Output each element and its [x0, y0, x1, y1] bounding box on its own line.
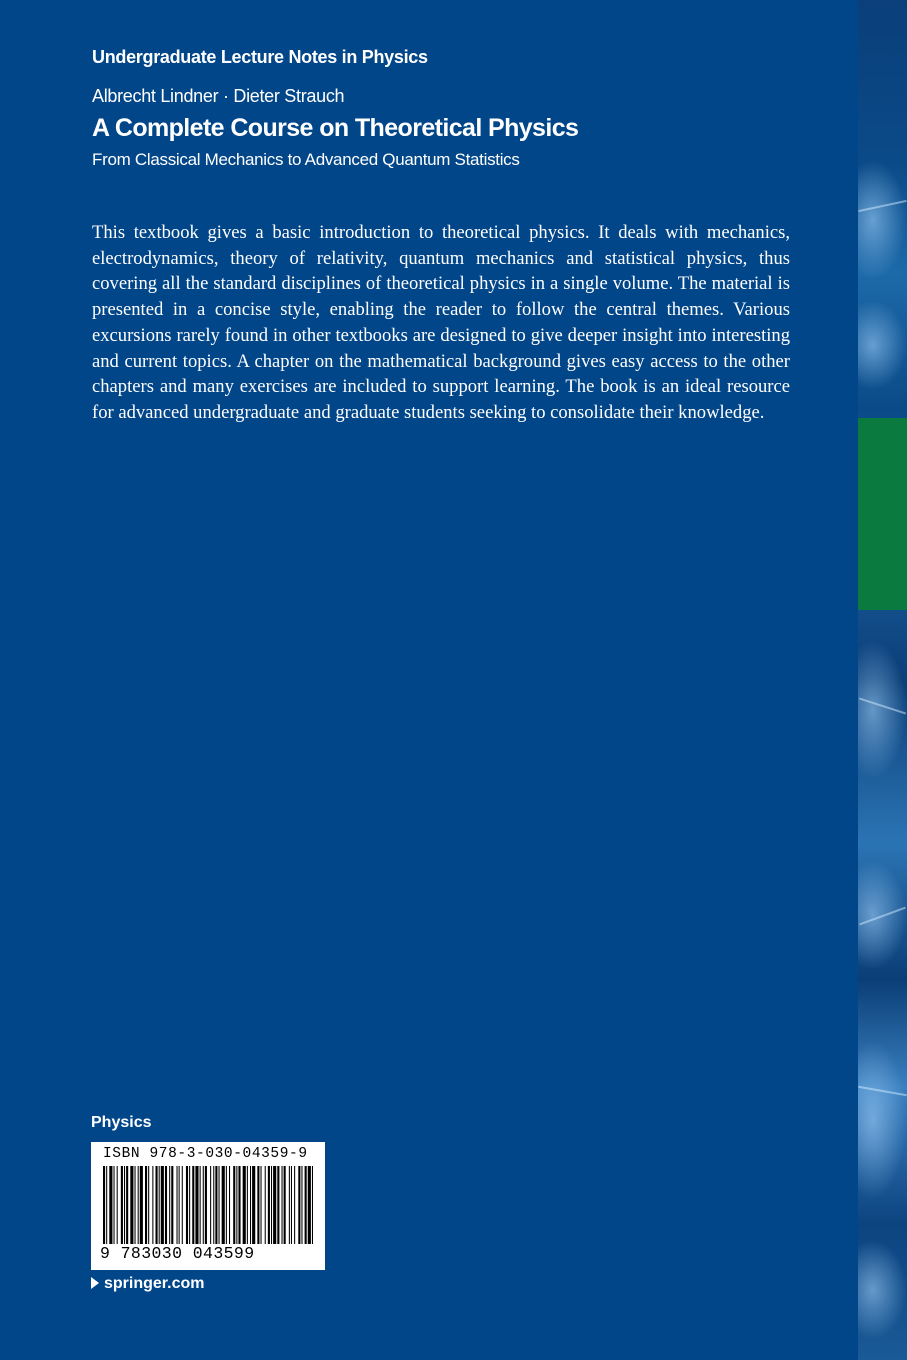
barcode-bar [289, 1166, 290, 1250]
barcode-bar [261, 1166, 262, 1250]
barcode-bar [305, 1166, 307, 1250]
website-url: springer.com [104, 1275, 205, 1292]
barcode-bar [182, 1166, 183, 1250]
barcode-bar [145, 1166, 147, 1250]
barcode-bar [192, 1166, 194, 1250]
barcode-bar [203, 1166, 204, 1250]
spine-glow [858, 300, 907, 390]
barcode-bar [219, 1166, 220, 1250]
barcode-bar [109, 1166, 112, 1250]
barcode-bar [226, 1166, 227, 1250]
barcode-bar [205, 1166, 207, 1250]
barcode-bar [282, 1166, 283, 1250]
barcode-bar [195, 1166, 198, 1250]
barcode-bar [284, 1166, 286, 1250]
barcode-bar [291, 1166, 292, 1250]
barcode-bar [148, 1166, 149, 1250]
barcode-bar [169, 1166, 170, 1250]
barcode-bar [177, 1166, 178, 1250]
barcode-bar [277, 1166, 279, 1250]
barcode-bar [210, 1166, 211, 1250]
author-names: Albrecht Lindner · Dieter Strauch [92, 86, 345, 106]
barcode-bar [298, 1166, 300, 1250]
barcode-bar [301, 1166, 302, 1250]
spine-color-band [858, 418, 907, 610]
barcode-bar [215, 1166, 217, 1250]
barcode-bar [265, 1166, 266, 1250]
barcode-digits: 9 783030 043599 [100, 1244, 318, 1266]
barcode-bar [273, 1166, 276, 1250]
barcode-bar [308, 1166, 311, 1250]
spine-glow [858, 1040, 907, 1200]
subject-category: Physics [91, 1114, 152, 1131]
isbn-number: ISBN 978-3-030-04359-9 [103, 1146, 308, 1162]
barcode-bar [171, 1166, 173, 1250]
book-subtitle: From Classical Mechanics to Advanced Quantum Statistics [92, 150, 520, 169]
barcode-bar [138, 1166, 139, 1250]
barcode-bar [156, 1166, 158, 1250]
book-title: A Complete Course on Theoretical Physics [92, 114, 579, 142]
barcode-bar [236, 1166, 237, 1250]
barcode-bar [222, 1166, 225, 1250]
publisher-website[interactable] [91, 1275, 204, 1293]
barcode-bar [126, 1166, 128, 1250]
barcode-bar [140, 1166, 143, 1250]
barcode-bar [271, 1166, 272, 1250]
spine-glow [858, 1240, 907, 1340]
barcode-bar [106, 1166, 107, 1250]
barcode-bar [161, 1166, 164, 1250]
barcode-bar [152, 1166, 153, 1250]
series-name: Undergraduate Lecture Notes in Physics [92, 47, 428, 67]
book-description: This textbook gives a basic introduction to theoretical physics. It deals with mechanics, electrodynamics, theory of relativity, quantum mechanics and statistical physics, thus covering all the standard disciplines of theoretical physics in a single volume. The material is presented in a concise style, enabling the reader to follow the central themes. Various excursions rarely found in other textbooks are designed to give deeper insight into interesting and current topics. A chapter on the mathematical background gives easy access to the other chapters and many exercises are included to support learning. The book is an ideal resource for advanced undergraduate and graduate students seeking to consolidate their knowledge. [92, 222, 790, 423]
barcode-bar [135, 1166, 136, 1250]
barcode-bar [179, 1166, 180, 1250]
barcode-bar [124, 1166, 125, 1250]
spine-glow [858, 160, 907, 280]
barcode-bar [103, 1166, 105, 1250]
barcode-bar [200, 1166, 201, 1250]
isbn-barcode [91, 1142, 325, 1270]
barcode-bar [268, 1166, 270, 1250]
barcode-bar [257, 1166, 259, 1250]
barcode-bars [101, 1166, 315, 1250]
barcode-bar [159, 1166, 160, 1250]
barcode-bar [186, 1166, 188, 1250]
barcode-bar [114, 1166, 115, 1250]
barcode-bar [250, 1166, 251, 1250]
barcode-bar [247, 1166, 248, 1250]
barcode-bar [243, 1166, 246, 1250]
barcode-bar [130, 1166, 133, 1250]
barcode-bar [312, 1166, 313, 1250]
triangle-right-icon [91, 1277, 99, 1289]
barcode-bar [121, 1166, 123, 1250]
barcode-bar [189, 1166, 190, 1250]
barcode-bar [294, 1166, 295, 1250]
barcode-bar [238, 1166, 240, 1250]
barcode-bar [213, 1166, 214, 1250]
barcode-bar [233, 1166, 235, 1250]
spine-photo-strip [858, 0, 907, 1360]
barcode-bar [165, 1166, 167, 1250]
barcode-bar [229, 1166, 230, 1250]
barcode-bar [117, 1166, 118, 1250]
barcode-bar [252, 1166, 255, 1250]
